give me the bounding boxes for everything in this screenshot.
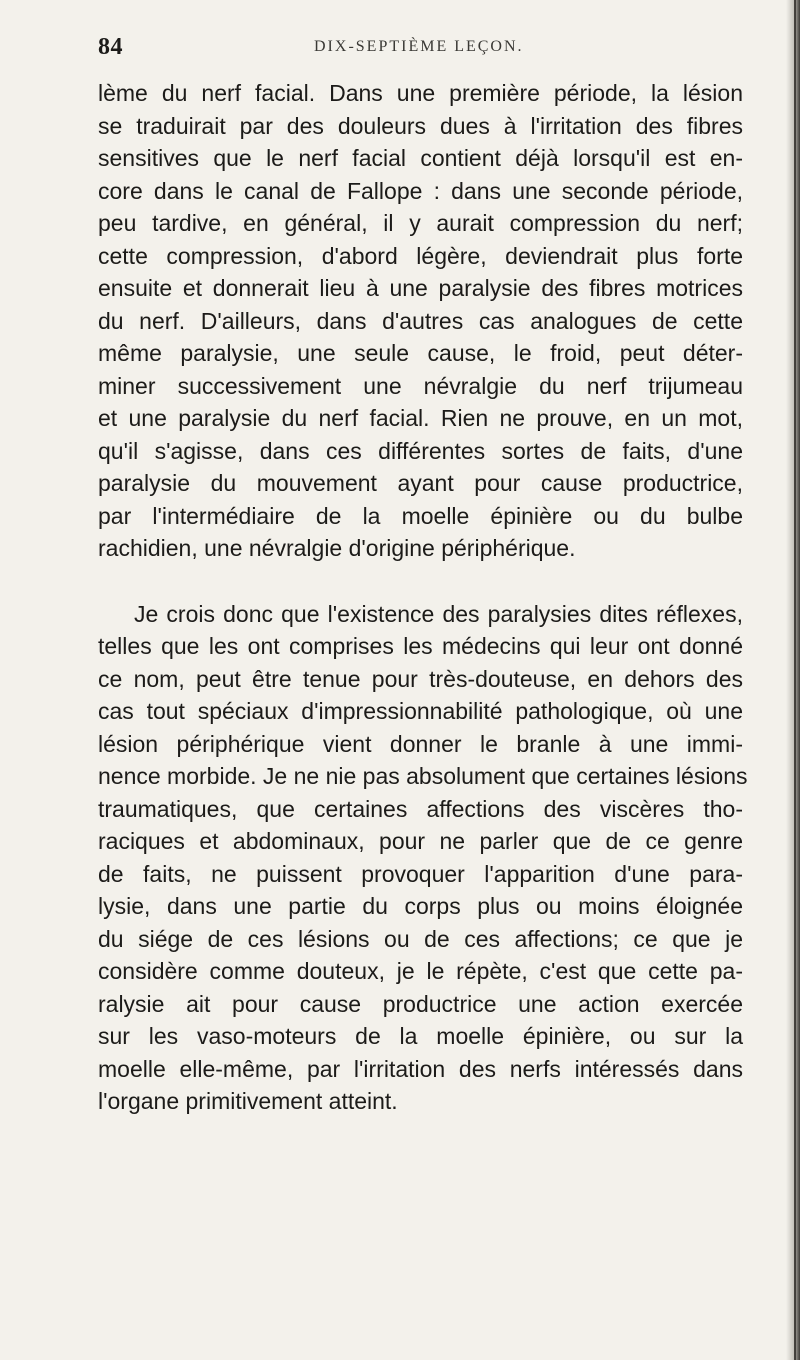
paragraph-2 [98, 598, 748, 1118]
page-number: 84 [98, 34, 123, 60]
text-line: sur les vaso-moteurs de la moelle épinière, ou sur la [98, 1023, 743, 1049]
text-line: sensitives que le nerf facial contient déjà lorsqu'il est en- [98, 145, 743, 171]
running-head: DIX-SEPTIÈME LEÇON. [314, 38, 524, 55]
text-line: du siége de ces lésions ou de ces affections; ce que je [98, 925, 743, 952]
text-line: peu tardive, en général, il y aurait compression du nerf; [98, 210, 743, 236]
text-line: ensuite et donnerait lieu à une paralysie des fibres motrices [98, 275, 743, 301]
text-line: lésion périphérique vient donner le branle à une immi- [98, 730, 743, 757]
text-line: qu'il s'agisse, dans ces différentes sortes de faits, d'une [98, 437, 743, 464]
page-edge-line [794, 0, 796, 1360]
text-line: l'organe primitivement atteint. [98, 1088, 398, 1114]
text-line: lysie, dans une partie du corps plus ou moins éloignée [98, 893, 743, 919]
text-line: nence morbide. Je ne nie pas absolument que certaines lésions [98, 763, 748, 789]
text-line: moelle elle-même, par l'irritation des nerfs intéressés dans [98, 1055, 743, 1082]
text-line: de faits, ne puissent provoquer l'apparition d'une para- [98, 860, 743, 887]
text-line: même paralysie, une seule cause, le froid, peut déter- [98, 340, 743, 366]
text-line: par l'intermédiaire de la moelle épinière ou du bulbe [98, 502, 743, 529]
text-line: telles que les ont comprises les médecins qui leur ont donné [98, 633, 743, 659]
text-line: cas tout spéciaux d'impressionnabilité pathologique, où une [98, 698, 743, 724]
text-line: raciques et abdominaux, pour ne parler que de ce genre [98, 828, 743, 854]
page-edge-shadow [786, 0, 800, 1360]
text-line: et une paralysie du nerf facial. Rien ne prouve, en un mot, [98, 405, 743, 431]
text-line: core dans le canal de Fallope : dans une seconde période, [98, 177, 743, 204]
text-line: paralysie du mouvement ayant pour cause productrice, [98, 470, 743, 496]
paragraph-1 [98, 77, 743, 565]
text-line: lème du nerf facial. Dans une première période, la lésion [98, 80, 743, 106]
text-line: miner successivement une névralgie du nerf trijumeau [98, 372, 743, 399]
text-line: cette compression, d'abord légère, deviendrait plus forte [98, 242, 743, 269]
text-line: ralysie ait pour cause productrice une action exercée [98, 990, 743, 1017]
text-line: rachidien, une névralgie d'origine périphérique. [98, 535, 576, 561]
text-line: Je crois donc que l'existence des paralysies dites réflexes, [134, 600, 743, 627]
page-header [98, 34, 743, 64]
body-text [98, 77, 748, 1118]
text-line: ce nom, peut être tenue pour très-douteuse, en dehors des [98, 665, 743, 692]
text-line: considère comme douteux, je le répète, c'est que cette pa- [98, 958, 743, 984]
text-line: traumatiques, que certaines affections des viscères tho- [98, 795, 743, 822]
text-line: du nerf. D'ailleurs, dans d'autres cas analogues de cette [98, 307, 743, 334]
text-line: se traduirait par des douleurs dues à l'irritation des fibres [98, 112, 743, 139]
